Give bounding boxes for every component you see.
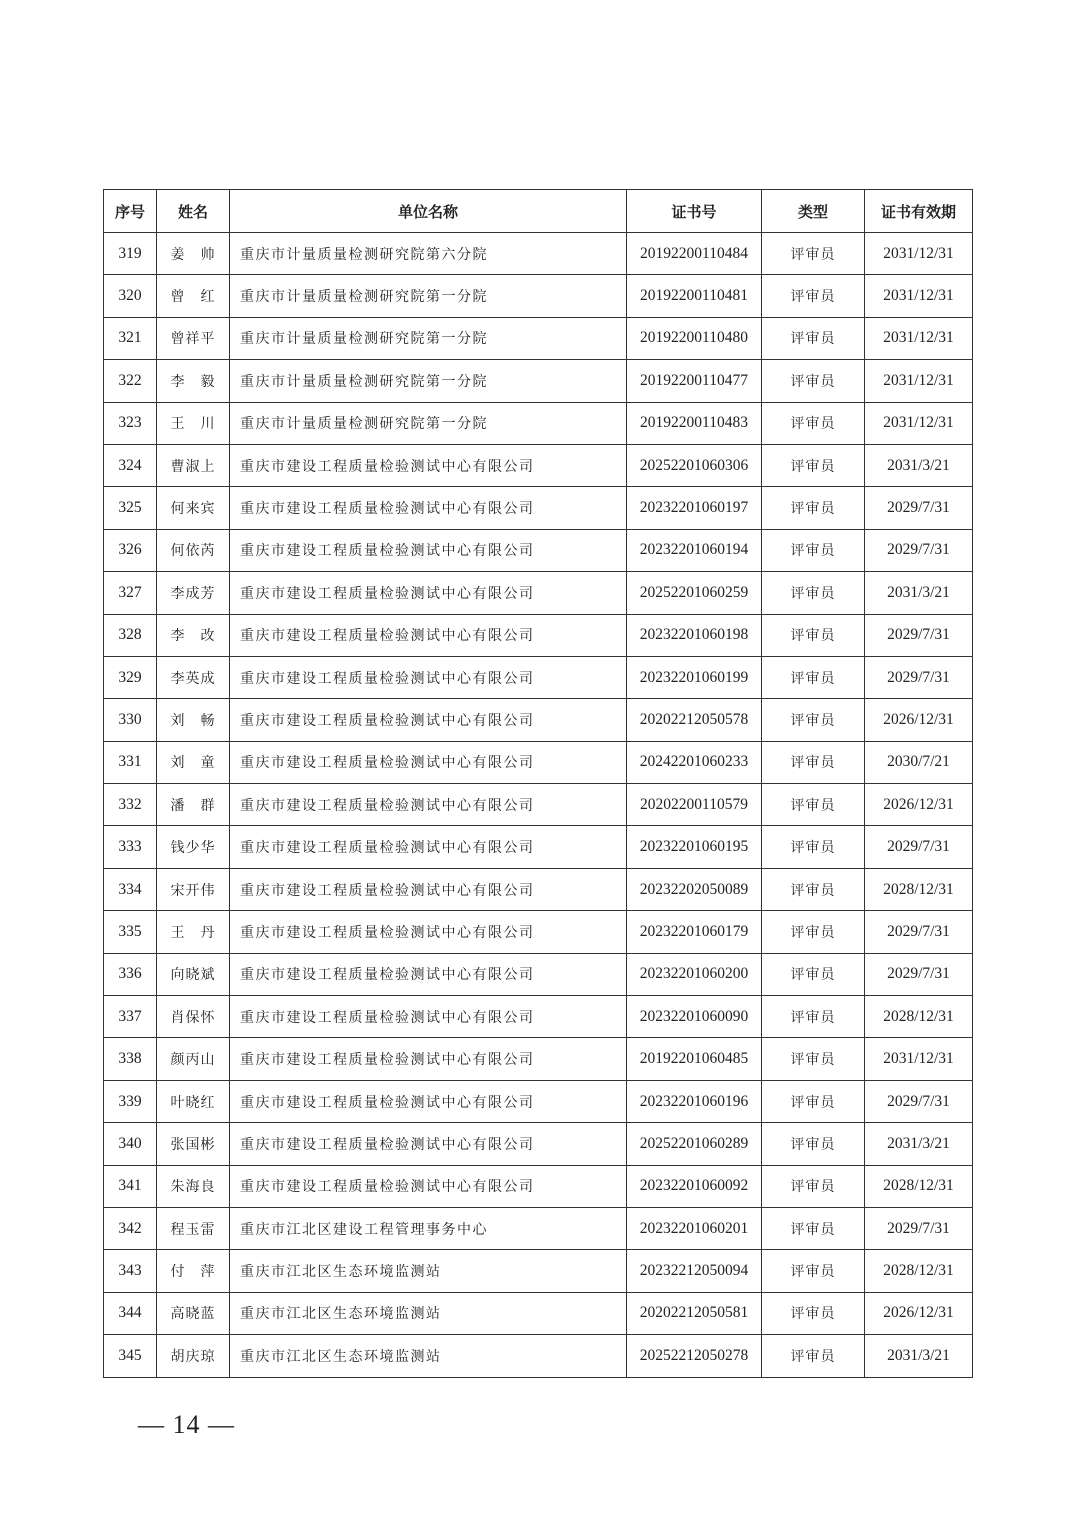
cell-serial: 320 [104,275,157,317]
cell-name: 李英成 [157,656,230,698]
table-row [104,699,973,741]
cell-organization: 重庆市江北区生态环境监测站 [230,1335,627,1377]
certificate-table [103,189,973,1378]
table-row [104,529,973,571]
cell-validity: 2031/12/31 [865,360,973,402]
cell-organization: 重庆市江北区生态环境监测站 [230,1250,627,1292]
cell-validity: 2031/3/21 [865,444,973,486]
table-row [104,784,973,826]
cell-validity: 2026/12/31 [865,699,973,741]
cell-type: 评审员 [762,1250,865,1292]
table-row [104,572,973,614]
cell-certificate-number: 20232201060200 [627,953,762,995]
cell-name: 宋开伟 [157,868,230,910]
cell-name: 刘 童 [157,741,230,783]
header-certificate-number: 证书号 [627,190,762,233]
cell-name: 颜丙山 [157,1038,230,1080]
cell-validity: 2028/12/31 [865,1165,973,1207]
table-row [104,1080,973,1122]
cell-certificate-number: 20232201060196 [627,1080,762,1122]
cell-name: 王 丹 [157,911,230,953]
cell-serial: 322 [104,360,157,402]
table-row [104,996,973,1038]
cell-validity: 2029/7/31 [865,826,973,868]
table-row [104,1207,973,1249]
cell-serial: 331 [104,741,157,783]
page-number: — 14 — [138,1410,235,1439]
cell-organization: 重庆市建设工程质量检验测试中心有限公司 [230,699,627,741]
cell-serial: 323 [104,402,157,444]
cell-type: 评审员 [762,1207,865,1249]
cell-type: 评审员 [762,360,865,402]
cell-serial: 321 [104,317,157,359]
cell-name: 何依芮 [157,529,230,571]
cell-type: 评审员 [762,699,865,741]
cell-organization: 重庆市计量质量检测研究院第一分院 [230,317,627,359]
cell-certificate-number: 20232201060195 [627,826,762,868]
cell-certificate-number: 20252201060306 [627,444,762,486]
cell-validity: 2028/12/31 [865,996,973,1038]
cell-name: 肖保怀 [157,996,230,1038]
cell-name: 潘 群 [157,784,230,826]
cell-certificate-number: 20192200110484 [627,233,762,275]
cell-name: 朱海良 [157,1165,230,1207]
cell-validity: 2029/7/31 [865,953,973,995]
cell-validity: 2029/7/31 [865,656,973,698]
cell-serial: 329 [104,656,157,698]
cell-serial: 345 [104,1335,157,1377]
cell-validity: 2026/12/31 [865,1292,973,1334]
cell-organization: 重庆市建设工程质量检验测试中心有限公司 [230,1080,627,1122]
cell-validity: 2029/7/31 [865,614,973,656]
cell-type: 评审员 [762,275,865,317]
cell-type: 评审员 [762,572,865,614]
cell-certificate-number: 20232201060201 [627,1207,762,1249]
table-row [104,1292,973,1334]
cell-serial: 327 [104,572,157,614]
cell-serial: 332 [104,784,157,826]
cell-organization: 重庆市江北区生态环境监测站 [230,1292,627,1334]
table-row [104,1335,973,1377]
cell-certificate-number: 20242201060233 [627,741,762,783]
cell-validity: 2026/12/31 [865,784,973,826]
header-name: 姓名 [157,190,230,233]
cell-organization: 重庆市建设工程质量检验测试中心有限公司 [230,868,627,910]
cell-type: 评审员 [762,1123,865,1165]
cell-certificate-number: 20192200110481 [627,275,762,317]
table-body [104,233,973,1378]
cell-certificate-number: 20202212050578 [627,699,762,741]
cell-type: 评审员 [762,614,865,656]
cell-organization: 重庆市建设工程质量检验测试中心有限公司 [230,1038,627,1080]
table-row [104,1038,973,1080]
cell-validity: 2029/7/31 [865,911,973,953]
cell-name: 胡庆琼 [157,1335,230,1377]
cell-type: 评审员 [762,1080,865,1122]
cell-validity: 2030/7/21 [865,741,973,783]
cell-name: 李 改 [157,614,230,656]
cell-validity: 2031/3/21 [865,1335,973,1377]
cell-validity: 2028/12/31 [865,868,973,910]
cell-serial: 339 [104,1080,157,1122]
cell-serial: 344 [104,1292,157,1334]
table-row [104,233,973,275]
cell-certificate-number: 20232201060179 [627,911,762,953]
cell-organization: 重庆市建设工程质量检验测试中心有限公司 [230,826,627,868]
cell-certificate-number: 20232201060199 [627,656,762,698]
cell-serial: 336 [104,953,157,995]
cell-type: 评审员 [762,402,865,444]
cell-organization: 重庆市建设工程质量检验测试中心有限公司 [230,444,627,486]
header-organization: 单位名称 [230,190,627,233]
cell-type: 评审员 [762,656,865,698]
table-row [104,1250,973,1292]
table-row [104,402,973,444]
cell-type: 评审员 [762,487,865,529]
cell-serial: 326 [104,529,157,571]
cell-organization: 重庆市建设工程质量检验测试中心有限公司 [230,656,627,698]
cell-type: 评审员 [762,529,865,571]
cell-validity: 2031/3/21 [865,572,973,614]
cell-type: 评审员 [762,784,865,826]
table-row [104,868,973,910]
cell-certificate-number: 20232201060090 [627,996,762,1038]
cell-organization: 重庆市建设工程质量检验测试中心有限公司 [230,953,627,995]
cell-name: 曾 红 [157,275,230,317]
table-row [104,444,973,486]
header-type: 类型 [762,190,865,233]
cell-type: 评审员 [762,996,865,1038]
header-serial: 序号 [104,190,157,233]
cell-name: 李 毅 [157,360,230,402]
cell-validity: 2029/7/31 [865,1207,973,1249]
cell-certificate-number: 20232201060197 [627,487,762,529]
table-row [104,741,973,783]
cell-name: 刘 畅 [157,699,230,741]
cell-validity: 2029/7/31 [865,487,973,529]
cell-name: 张国彬 [157,1123,230,1165]
cell-serial: 328 [104,614,157,656]
cell-name: 王 川 [157,402,230,444]
cell-certificate-number: 20252212050278 [627,1335,762,1377]
cell-name: 钱少华 [157,826,230,868]
cell-serial: 341 [104,1165,157,1207]
cell-organization: 重庆市计量质量检测研究院第六分院 [230,233,627,275]
table-header-row [104,190,973,233]
cell-serial: 333 [104,826,157,868]
cell-organization: 重庆市建设工程质量检验测试中心有限公司 [230,784,627,826]
cell-serial: 324 [104,444,157,486]
cell-serial: 337 [104,996,157,1038]
cell-certificate-number: 20202200110579 [627,784,762,826]
cell-validity: 2031/12/31 [865,402,973,444]
table-row [104,317,973,359]
cell-organization: 重庆市建设工程质量检验测试中心有限公司 [230,487,627,529]
cell-type: 评审员 [762,953,865,995]
table-row [104,826,973,868]
cell-organization: 重庆市建设工程质量检验测试中心有限公司 [230,572,627,614]
cell-validity: 2031/3/21 [865,1123,973,1165]
cell-organization: 重庆市计量质量检测研究院第一分院 [230,275,627,317]
cell-validity: 2028/12/31 [865,1250,973,1292]
cell-type: 评审员 [762,1292,865,1334]
cell-validity: 2031/12/31 [865,317,973,359]
cell-type: 评审员 [762,826,865,868]
cell-organization: 重庆市建设工程质量检验测试中心有限公司 [230,1165,627,1207]
cell-type: 评审员 [762,233,865,275]
certificate-table-wrapper [103,189,972,1378]
cell-organization: 重庆市建设工程质量检验测试中心有限公司 [230,1123,627,1165]
table-row [104,953,973,995]
cell-type: 评审员 [762,911,865,953]
table-row [104,911,973,953]
cell-certificate-number: 20232202050089 [627,868,762,910]
cell-validity: 2031/12/31 [865,275,973,317]
table-row [104,275,973,317]
cell-name: 姜 帅 [157,233,230,275]
cell-certificate-number: 20252201060289 [627,1123,762,1165]
cell-name: 李成芳 [157,572,230,614]
cell-type: 评审员 [762,1165,865,1207]
cell-type: 评审员 [762,868,865,910]
cell-organization: 重庆市建设工程质量检验测试中心有限公司 [230,911,627,953]
cell-certificate-number: 20192200110477 [627,360,762,402]
table-row [104,1123,973,1165]
cell-serial: 343 [104,1250,157,1292]
cell-serial: 334 [104,868,157,910]
cell-certificate-number: 20202212050581 [627,1292,762,1334]
cell-name: 曾祥平 [157,317,230,359]
cell-organization: 重庆市建设工程质量检验测试中心有限公司 [230,529,627,571]
cell-organization: 重庆市计量质量检测研究院第一分院 [230,360,627,402]
cell-type: 评审员 [762,317,865,359]
cell-name: 曹淑上 [157,444,230,486]
cell-type: 评审员 [762,741,865,783]
cell-serial: 340 [104,1123,157,1165]
cell-certificate-number: 20232201060194 [627,529,762,571]
cell-serial: 338 [104,1038,157,1080]
cell-name: 叶晓红 [157,1080,230,1122]
cell-serial: 335 [104,911,157,953]
cell-name: 付 萍 [157,1250,230,1292]
cell-type: 评审员 [762,1038,865,1080]
cell-name: 向晓斌 [157,953,230,995]
cell-certificate-number: 20192201060485 [627,1038,762,1080]
table-row [104,614,973,656]
cell-certificate-number: 20192200110480 [627,317,762,359]
table-row [104,1165,973,1207]
cell-certificate-number: 20232201060092 [627,1165,762,1207]
cell-serial: 319 [104,233,157,275]
cell-validity: 2031/12/31 [865,1038,973,1080]
header-validity: 证书有效期 [865,190,973,233]
cell-name: 程玉雷 [157,1207,230,1249]
cell-organization: 重庆市江北区建设工程管理事务中心 [230,1207,627,1249]
cell-certificate-number: 20192200110483 [627,402,762,444]
cell-organization: 重庆市建设工程质量检验测试中心有限公司 [230,614,627,656]
cell-certificate-number: 20232212050094 [627,1250,762,1292]
cell-organization: 重庆市建设工程质量检验测试中心有限公司 [230,996,627,1038]
cell-validity: 2029/7/31 [865,529,973,571]
cell-validity: 2029/7/31 [865,1080,973,1122]
table-row [104,360,973,402]
table-row [104,487,973,529]
cell-validity: 2031/12/31 [865,233,973,275]
cell-certificate-number: 20232201060198 [627,614,762,656]
cell-certificate-number: 20252201060259 [627,572,762,614]
cell-serial: 325 [104,487,157,529]
cell-organization: 重庆市建设工程质量检验测试中心有限公司 [230,741,627,783]
cell-name: 何来宾 [157,487,230,529]
cell-type: 评审员 [762,444,865,486]
cell-type: 评审员 [762,1335,865,1377]
cell-serial: 342 [104,1207,157,1249]
cell-name: 高晓蓝 [157,1292,230,1334]
cell-organization: 重庆市计量质量检测研究院第一分院 [230,402,627,444]
cell-serial: 330 [104,699,157,741]
table-row [104,656,973,698]
